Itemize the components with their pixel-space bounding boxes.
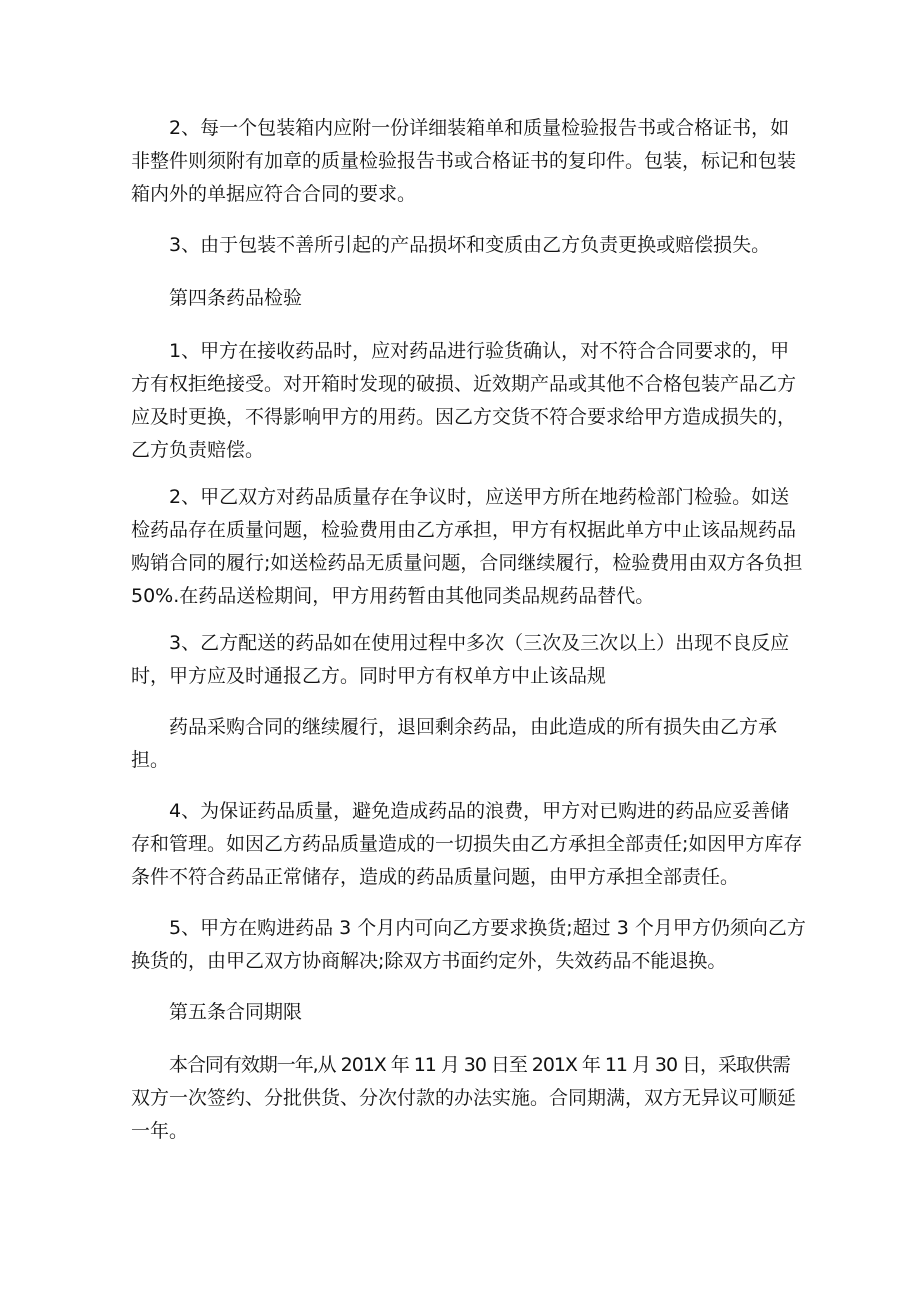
text-line: 存和管理。如因乙方药品质量造成的一切损失由乙方承担全部责任;如因甲方库存 <box>131 833 803 855</box>
text-line: 本合同有效期一年,从 201X 年 11 月 30 日至 201X 年 11 月 30 日，采取供需 <box>169 1054 790 1076</box>
text-line: 担。 <box>131 749 170 771</box>
paragraph-inspect-5 <box>131 912 806 978</box>
article-4-heading: 第四条药品检验 <box>169 287 303 309</box>
paragraph-packing-2 <box>131 112 797 211</box>
article-5-heading: 第五条合同期限 <box>169 1001 303 1023</box>
text-line: 换货的，由甲乙双方协商解决;除双方书面约定外，失效药品不能退换。 <box>131 950 727 972</box>
text-line: 5、甲方在购进药品 3 个月内可向乙方要求换货;超过 3 个月甲方仍须向乙方 <box>169 917 806 939</box>
text-line: 50%.在药品送检期间，甲方用药暂由其他同类品规药品替代。 <box>131 585 655 607</box>
text-line: 方有权拒绝接受。对开箱时发现的破损、近效期产品或其他不合格包装产品乙方 <box>131 373 797 395</box>
text-line: 检药品存在质量问题，检验费用由乙方承担，甲方有权据此单方中止该品规药品 <box>131 519 797 541</box>
text-line: 3、乙方配送的药品如在使用过程中多次（三次及三次以上）出现不良反应 <box>169 632 790 654</box>
paragraph-term <box>131 1049 797 1148</box>
text-line: 应及时更换，不得影响甲方的用药。因乙方交货不符合要求给甲方造成损失的， <box>131 406 797 428</box>
text-line: 时，甲方应及时通报乙方。同时甲方有权单方中止该品规 <box>131 665 607 687</box>
text-line: 一年。 <box>131 1120 189 1142</box>
text-line: 箱内外的单据应符合合同的要求。 <box>131 183 417 205</box>
paragraph-inspect-4 <box>131 795 803 894</box>
text-line: 双方一次签约、分批供货、分次付款的办法实施。合同期满，双方无异议可顺延 <box>131 1087 797 1109</box>
text-line: 3、由于包装不善所引起的产品损坏和变质由乙方负责更换或赔偿损失。 <box>169 234 771 256</box>
paragraph-packing-3 <box>131 229 791 262</box>
text-line: 1、甲方在接收药品时，应对药品进行验货确认，对不符合合同要求的，甲 <box>169 340 790 362</box>
text-line: 2、甲乙双方对药品质量存在争议时，应送甲方所在地药检部门检验。如送 <box>169 486 790 508</box>
paragraph-inspect-1 <box>131 335 797 467</box>
text-line: 药品采购合同的继续履行，退回剩余药品，由此造成的所有损失由乙方承 <box>169 716 778 738</box>
text-line: 2、每一个包装箱内应附一份详细装箱单和质量检验报告书或合格证书，如 <box>169 117 790 139</box>
text-line: 4、为保证药品质量，避免造成药品的浪费，甲方对已购进的药品应妥善储 <box>169 800 790 822</box>
text-line: 条件不符合药品正常储存，造成的药品质量问题，由甲方承担全部责任。 <box>131 866 740 888</box>
paragraph-inspect-2 <box>131 481 803 613</box>
paragraph-inspect-3b <box>131 711 791 777</box>
text-line: 乙方负责赔偿。 <box>131 439 265 461</box>
text-line: 购销合同的履行;如送检药品无质量问题，合同继续履行，检验费用由双方各负担 <box>131 552 803 574</box>
paragraph-inspect-3 <box>131 627 791 693</box>
text-line: 非整件则须附有加章的质量检验报告书或合格证书的复印件。包装，标记和包装 <box>131 150 797 172</box>
